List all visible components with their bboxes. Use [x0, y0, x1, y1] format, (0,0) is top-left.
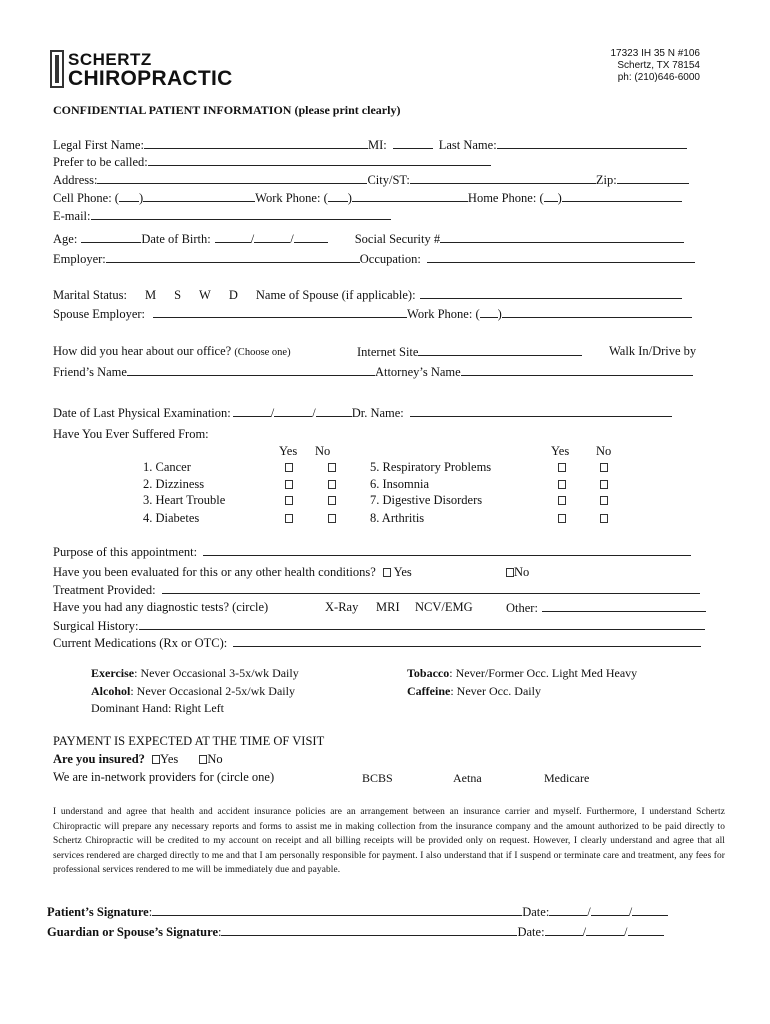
marital-m[interactable]: M — [144, 288, 157, 302]
checkbox-icon[interactable] — [600, 463, 608, 472]
row-name — [53, 137, 687, 153]
history-no-header: No — [315, 444, 331, 458]
alcohol-options[interactable]: : Never Occasional 2-5x/wk Daily — [130, 684, 295, 698]
address-label: Address: — [53, 173, 98, 187]
condition-no-checkbox[interactable] — [328, 493, 336, 508]
condition-label: 4. Diabetes — [143, 511, 200, 525]
work-label: Work Phone: ( — [255, 191, 328, 205]
clinic-phone: ph: (210)646-6000 — [617, 72, 700, 83]
colon: : — [148, 905, 153, 919]
row-evaluated — [53, 565, 412, 580]
row-patient-signature — [47, 904, 668, 920]
first-name-label: Legal First Name: — [53, 138, 144, 152]
patient-date-label: Date: — [522, 905, 550, 919]
exercise-row — [91, 666, 299, 681]
slash: / — [290, 232, 294, 246]
tobacco-options[interactable]: : Never/Former Occ. Light Med Heavy — [449, 666, 638, 680]
row-referral — [53, 344, 291, 359]
mi-label: MI: — [367, 138, 387, 152]
home-area-field[interactable] — [544, 190, 558, 202]
tests-label: Have you had any diagnostic tests? (circle) — [53, 600, 269, 614]
clinic-address — [610, 48, 700, 84]
row-guardian-signature — [47, 924, 664, 940]
history-yes-header: Yes — [279, 444, 298, 458]
work-area-field[interactable] — [328, 190, 348, 202]
email-label: E-mail: — [53, 209, 91, 223]
exercise-options[interactable]: : Never Occasional 3-5x/wk Daily — [134, 666, 299, 680]
insured-yes-label: Yes — [160, 752, 179, 766]
checkbox-icon[interactable] — [285, 463, 293, 472]
row-spouse-employer — [53, 306, 692, 322]
checkbox-icon[interactable] — [558, 463, 566, 472]
internet-label[interactable]: Internet Site — [357, 345, 419, 359]
condition-label: 7. Digestive Disorders — [370, 493, 483, 507]
checkbox-icon[interactable] — [558, 496, 566, 505]
zip-label: Zip: — [595, 173, 617, 187]
condition-label: 6. Insomnia — [370, 477, 430, 491]
row-purpose — [53, 544, 691, 560]
dominant-hand[interactable]: Dominant Hand: Right Left — [91, 701, 224, 715]
condition-yes-checkbox[interactable] — [558, 477, 566, 492]
patient-signature-field[interactable] — [152, 904, 522, 916]
address-line2: Schertz, TX 78154 — [617, 60, 700, 71]
row-meds — [53, 635, 701, 651]
condition-label: 8. Arthritis — [370, 511, 425, 525]
guardian-signature-field[interactable] — [221, 924, 517, 936]
cell-field[interactable] — [143, 190, 255, 202]
logo-spine-icon — [50, 50, 64, 88]
spouse-employer-field[interactable] — [153, 306, 407, 318]
row-marital — [53, 287, 682, 303]
purpose-field[interactable] — [203, 544, 691, 556]
caffeine-row — [407, 684, 541, 699]
meds-label: Current Medications (Rx or OTC): — [53, 636, 228, 650]
paren: ) — [497, 307, 502, 321]
patient-date-year[interactable] — [632, 904, 668, 916]
dob-year[interactable] — [294, 231, 328, 243]
cell-area-field[interactable] — [119, 190, 139, 202]
row-phones — [53, 190, 682, 206]
exercise-label: Exercise — [91, 666, 135, 680]
row-employer — [53, 251, 695, 267]
email-field[interactable] — [91, 208, 391, 220]
paren: ) — [347, 191, 352, 205]
row-prefer — [53, 154, 491, 170]
insured-yes-checkbox[interactable] — [152, 755, 160, 764]
patient-date-day[interactable] — [591, 904, 629, 916]
row-friend — [53, 364, 693, 380]
tobacco-row — [407, 666, 637, 681]
condition-no-checkbox[interactable] — [600, 477, 608, 492]
marital-label: Marital Status: — [53, 288, 127, 302]
spouse-name-field[interactable] — [420, 287, 682, 299]
evaluated-no-label: No — [514, 565, 530, 579]
checkbox-icon[interactable] — [328, 496, 336, 505]
surgical-field[interactable] — [139, 618, 705, 630]
marital-d[interactable]: D — [228, 288, 238, 302]
treatment-label: Treatment Provided: — [53, 583, 156, 597]
attorney-field[interactable] — [461, 364, 693, 376]
network-aetna[interactable]: Aetna — [453, 771, 482, 785]
row-tests — [53, 600, 268, 615]
checkbox-icon[interactable] — [328, 463, 336, 472]
payment-heading: PAYMENT IS EXPECTED AT THE TIME OF VISIT — [53, 734, 325, 748]
caffeine-options[interactable]: : Never Occ. Daily — [450, 684, 541, 698]
exam-year[interactable] — [316, 405, 352, 417]
dr-name-label: Dr. Name: — [351, 406, 404, 420]
dob-day[interactable] — [254, 231, 290, 243]
address-line1: 17323 IH 35 N #106 — [610, 48, 700, 59]
condition-no-checkbox[interactable] — [328, 460, 336, 475]
network-medicare[interactable]: Medicare — [544, 771, 590, 785]
marital-w[interactable]: W — [199, 288, 211, 302]
treatment-field[interactable] — [162, 582, 700, 594]
agreement-text: I understand and agree that health and accident insurance policies are an arrangement between an insurance carrier and myself. Furthermore, I understand Schertz Chiropractic will prepare any necessary reports and forms to assist me in making collection from the insurance company and the amount authorized to be paid directly to Schertz Chiropractic will be credited to my account on receipt and all billing receipts will be provided only on request. However, I clearly understand and agree that all services rendered are charged directly to me and that I am personally responsible for payment. I also understand that if I suspend or terminate care and treatment, any fees for professional services rendered to me will be immediately due and payable. — [53, 807, 725, 876]
slash: / — [312, 406, 316, 420]
condition-yes-checkbox[interactable] — [558, 511, 566, 526]
patient-signature-label: Patient’s Signature — [47, 905, 149, 919]
city-label: City/ST: — [367, 173, 410, 187]
condition-label: 1. Cancer — [143, 460, 191, 474]
checkbox-icon[interactable] — [285, 480, 293, 489]
cell-label: Cell Phone: ( — [53, 191, 119, 205]
logo-text-bottom: CHIROPRACTIC — [68, 67, 233, 90]
spouse-name-label: Name of Spouse (if applicable): — [255, 288, 416, 302]
paren: ) — [138, 191, 144, 205]
row-treatment — [53, 582, 700, 598]
row-address — [53, 172, 689, 188]
checkbox-icon[interactable] — [600, 514, 608, 523]
history-yes-header: Yes — [551, 444, 570, 458]
test-mri[interactable]: MRI — [376, 600, 400, 614]
other-label: Other: — [506, 601, 538, 615]
work-field[interactable] — [352, 190, 468, 202]
purpose-label: Purpose of this appointment: — [53, 545, 198, 559]
evaluated-no — [506, 565, 529, 580]
test-ncv[interactable]: NCV/EMG — [415, 600, 473, 614]
address-field[interactable] — [97, 172, 367, 184]
condition-label: 3. Heart Trouble — [143, 493, 226, 507]
condition-yes-checkbox[interactable] — [558, 493, 566, 508]
surgical-label: Surgical History: — [53, 619, 139, 633]
choose-one-note: (Choose one) — [234, 347, 291, 358]
guardian-signature-label: Guardian or Spouse’s Signature — [47, 925, 218, 939]
row-age — [53, 231, 684, 247]
slash: / — [587, 905, 591, 919]
condition-no-checkbox[interactable] — [600, 493, 608, 508]
alcohol-label: Alcohol — [91, 684, 131, 698]
evaluated-yes-label: Yes — [393, 565, 412, 579]
network-label: We are in-network providers for (circle one) — [53, 770, 275, 784]
slash: / — [624, 925, 628, 939]
last-name-label: Last Name: — [438, 138, 497, 152]
internet-option — [357, 344, 582, 360]
slash: / — [250, 232, 255, 246]
guardian-date-month[interactable] — [545, 924, 583, 936]
condition-yes-checkbox[interactable] — [285, 493, 293, 508]
prefer-label: Prefer to be called: — [53, 155, 148, 169]
condition-label: 5. Respiratory Problems — [370, 460, 492, 474]
zip-field[interactable] — [617, 172, 689, 184]
employer-field[interactable] — [106, 251, 360, 263]
history-no-header: No — [596, 444, 612, 458]
network-bcbs[interactable]: BCBS — [362, 771, 393, 785]
checkbox-icon[interactable] — [600, 480, 608, 489]
marital-s[interactable]: S — [174, 288, 182, 302]
evaluated-label: Have you been evaluated for this or any other health conditions? — [53, 565, 376, 579]
exam-day[interactable] — [274, 405, 312, 417]
condition-label: 2. Dizziness — [143, 477, 205, 491]
friend-field[interactable] — [127, 364, 375, 376]
home-label: Home Phone: ( — [467, 191, 544, 205]
last-name-field[interactable] — [497, 137, 687, 149]
dob-label: Date of Birth: — [141, 232, 211, 246]
occupation-field[interactable] — [427, 251, 695, 263]
slash: / — [582, 925, 587, 939]
last-exam-label: Date of Last Physical Examination: — [53, 406, 231, 420]
alcohol-row — [91, 684, 295, 699]
checkbox-icon[interactable] — [558, 480, 566, 489]
condition-yes-checkbox[interactable] — [558, 460, 566, 475]
evaluated-yes-checkbox[interactable] — [383, 568, 391, 577]
exam-month[interactable] — [233, 405, 271, 417]
insured-no-label: No — [207, 752, 223, 766]
other-field[interactable] — [542, 600, 706, 612]
mi-field[interactable] — [393, 137, 433, 149]
internet-field[interactable] — [418, 344, 582, 356]
slash: / — [628, 905, 633, 919]
colon: : — [218, 925, 222, 939]
home-field[interactable] — [562, 190, 682, 202]
friend-label[interactable]: Friend’s Name — [53, 365, 127, 379]
logo-text-top: SCHERTZ — [68, 50, 152, 69]
checkbox-icon[interactable] — [285, 514, 293, 523]
row-insured — [53, 752, 223, 767]
age-label: Age: — [53, 232, 78, 246]
checkbox-icon[interactable] — [600, 496, 608, 505]
slash: / — [270, 406, 275, 420]
walkin-option[interactable]: Walk In/Drive by — [609, 344, 697, 358]
guardian-date-year[interactable] — [628, 924, 664, 936]
evaluated-no-checkbox[interactable] — [506, 568, 514, 577]
ssn-label: Social Security # — [354, 232, 441, 246]
checkbox-icon[interactable] — [558, 514, 566, 523]
form-title: CONFIDENTIAL PATIENT INFORMATION (please print clearly) — [53, 103, 401, 117]
condition-no-checkbox[interactable] — [600, 511, 608, 526]
row-email — [53, 208, 391, 224]
condition-no-checkbox[interactable] — [328, 511, 336, 526]
condition-yes-checkbox[interactable] — [285, 511, 293, 526]
insured-label: Are you insured? — [53, 752, 145, 766]
dr-name-field[interactable] — [410, 405, 672, 417]
guardian-date-label: Date: — [517, 925, 545, 939]
dob-month[interactable] — [215, 231, 251, 243]
spouse-work-field[interactable] — [502, 306, 692, 318]
condition-no-checkbox[interactable] — [328, 477, 336, 492]
guardian-date-day[interactable] — [586, 924, 624, 936]
tobacco-label: Tobacco — [407, 666, 450, 680]
age-field[interactable] — [81, 231, 141, 243]
row-last-exam — [53, 405, 672, 421]
condition-yes-checkbox[interactable] — [285, 477, 293, 492]
checkbox-icon[interactable] — [285, 496, 293, 505]
prefer-field[interactable] — [148, 154, 491, 166]
attorney-label[interactable]: Attorney’s Name — [374, 365, 461, 379]
checkbox-icon[interactable] — [328, 514, 336, 523]
caffeine-label: Caffeine — [407, 684, 451, 698]
row-other — [506, 600, 706, 616]
spouse-work-area[interactable] — [480, 306, 498, 318]
spouse-employer-label: Spouse Employer: — [53, 307, 146, 321]
checkbox-icon[interactable] — [328, 480, 336, 489]
spouse-work-label: Work Phone: ( — [407, 307, 480, 321]
ssn-field[interactable] — [440, 231, 684, 243]
city-field[interactable] — [410, 172, 596, 184]
meds-field[interactable] — [233, 635, 701, 647]
test-xray[interactable]: X-Ray — [325, 600, 359, 614]
condition-yes-checkbox[interactable] — [285, 460, 293, 475]
hear-label: How did you hear about our office? — [53, 344, 232, 358]
patient-date-month[interactable] — [549, 904, 587, 916]
occupation-label: Occupation: — [359, 252, 421, 266]
history-title: Have You Ever Suffered From: — [53, 427, 209, 441]
condition-no-checkbox[interactable] — [600, 460, 608, 475]
row-surgical — [53, 618, 705, 634]
first-name-field[interactable] — [144, 137, 368, 149]
employer-label: Employer: — [53, 252, 106, 266]
paren: ) — [557, 191, 562, 205]
